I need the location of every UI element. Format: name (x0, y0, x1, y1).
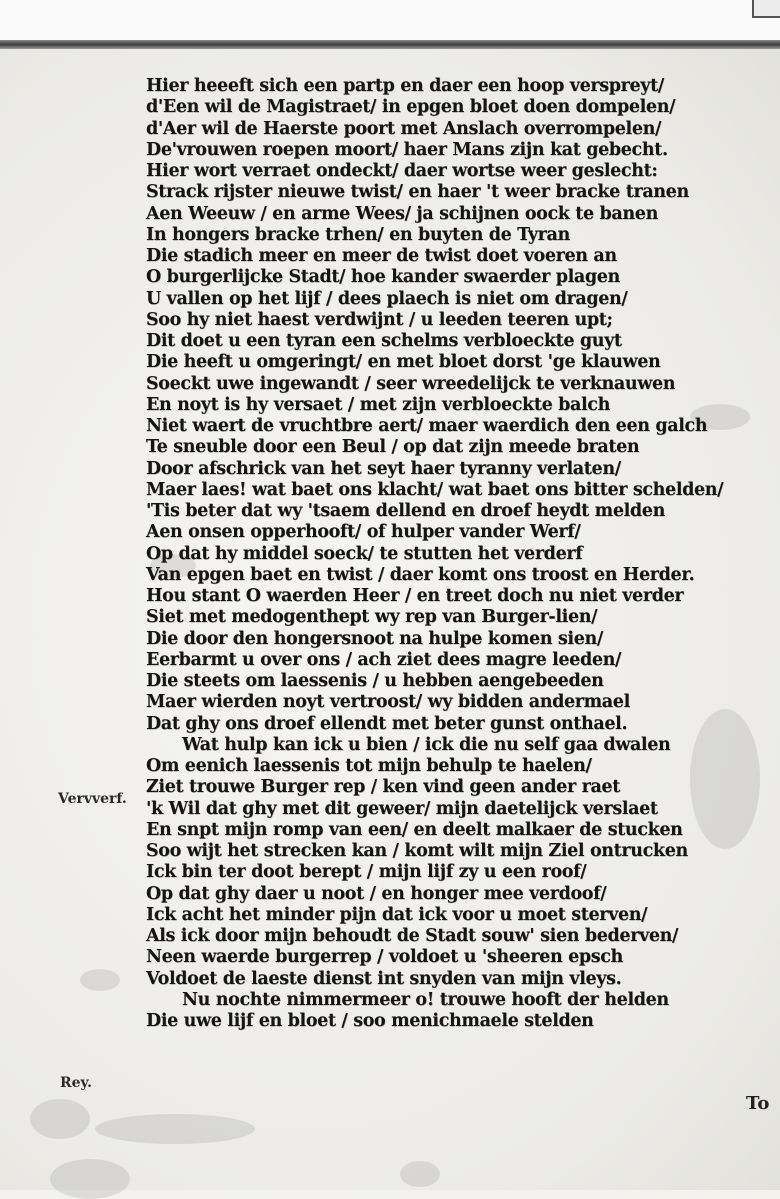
speaker-label-vervverf: Vervverf. (58, 791, 127, 807)
verse-text (146, 76, 756, 1032)
verse-line: Om eenich laessenis tot mijn behulp te haelen/ (146, 756, 592, 776)
verse-line: Ick bin ter doot berept / mijn lijf zy u een roof/ (146, 862, 587, 883)
verse-line: Neen waerde burgerrep / voldoet u 'sheeren epsch (146, 947, 623, 968)
verse-line: Aen onsen opperhooft/ of hulper vander Werf/ (146, 522, 581, 543)
verse-line: En snpt mijn romp van een/ en deelt malkaer de stucken (146, 819, 683, 840)
verse-line: Voldoet de laeste dienst int snyden van mijn vleys. (146, 968, 622, 989)
verse-line: De'vrouwen roepen moort/ haer Mans zijn kat gebecht. (146, 139, 668, 160)
catchword: To (746, 1093, 770, 1114)
scan-corner-box (752, 0, 780, 18)
verse-line: Soo hy niet haest verdwijnt / u leeden teeren upt; (146, 309, 613, 330)
verse-line: Hier wort verraet ondeckt/ daer wortse weer geslecht: (146, 161, 658, 181)
ink-smudge (400, 1161, 440, 1187)
verse-line: Strack rijster nieuwe twist/ en haer 't weer bracke tranen (146, 182, 689, 203)
verse-line: Van epgen baet en twist / daer komt ons troost en Herder. (146, 564, 695, 585)
verse-line: Dat ghy ons droef ellendt met beter gunst onthael. (146, 713, 628, 734)
verse-line: Hier heeeft sich een partp en daer een hoop verspreyt/ (146, 76, 664, 96)
verse-line: Dit doet u een tyran een schelms verbloeckte guyt (146, 331, 622, 351)
verse-line: 'k Wil dat ghy met dit geweer/ mijn daetelijck verslaet (146, 798, 658, 819)
ink-smudge (30, 1099, 90, 1139)
scan-top-margin (0, 0, 780, 40)
verse-line: Ziet trouwe Burger rep / ken vind geen ander raet (146, 777, 620, 798)
verse-line: Soo wijt het strecken kan / komt wilt mijn Ziel ontrucken (146, 841, 688, 861)
ink-smudge (95, 1114, 255, 1144)
verse-line: Maer laes! wat baet ons klacht/ wat baet ons bitter schelden/ (146, 479, 724, 500)
verse-line: 'Tis beter dat wy 'tsaem dellend en droef heydt melden (146, 501, 665, 521)
verse-line: Die stadich meer en meer de twist doet voeren an (146, 246, 617, 266)
verse-line: Die heeft u omgeringt/ en met bloet dorst 'ge klauwen (146, 352, 661, 373)
verse-line: U vallen op het lijf / dees plaech is niet om dragen/ (146, 288, 628, 309)
verse-line: En noyt is hy versaet / met zijn verbloeckte balch (146, 394, 610, 415)
verse-line: Maer wierden noyt vertroost/ wy bidden andermael (146, 692, 630, 713)
verse-line: O burgerlijcke Stadt/ hoe kander swaerder plagen (146, 267, 620, 288)
verse-line: Hou stant O waerden Heer / en treet doch nu niet verder (146, 586, 684, 606)
verse-line: Aen Weeuw / en arme Wees/ ja schijnen oock te banen (146, 203, 658, 224)
verse-line: Die door den hongersnoot na hulpe komen sien/ (146, 628, 603, 649)
verse-line: Eerbarmt u over ons / ach ziet dees magre leeden/ (146, 649, 622, 670)
scan-top-rule (0, 40, 780, 49)
verse-line: Die steets om laessenis / u hebben aengebeeden (146, 671, 604, 691)
verse-line: Door afschrick van het seyt haer tyranny verlaten/ (146, 458, 621, 479)
verse-line: Wat hulp kan ick u bien / ick die nu self gaa dwalen (182, 734, 671, 755)
verse-line: d'Een wil de Magistraet/ in epgen bloet doen dompelen/ (146, 97, 676, 118)
ink-smudge (50, 1159, 130, 1199)
verse-line: Die uwe lijf en bloet / soo menichmaele stelden (146, 1011, 594, 1031)
verse-line: Niet waert de vruchtbre aert/ maer waerdich den een galch (146, 416, 708, 436)
verse-line: Op dat ghy daer u noot / en honger mee verdoof/ (146, 883, 607, 904)
speaker-label-rey: Rey. (60, 1075, 92, 1091)
verse-line: Ick acht het minder pijn dat ick voor u moet sterven/ (146, 904, 648, 925)
verse-line: In hongers bracke trhen/ en buyten de Tyran (146, 224, 570, 245)
verse-line: Op dat hy middel soeck/ te stutten het verderf (146, 543, 583, 564)
verse-line: d'Aer wil de Haerste poort met Anslach overrompelen/ (146, 118, 662, 139)
ink-smudge (80, 969, 120, 991)
verse-line: Siet met medogenthept wy rep van Burger-lien/ (146, 607, 598, 628)
verse-line: Nu nochte nimmermeer o! trouwe hooft der helden (182, 989, 669, 1010)
verse-line: Te sneuble door een Beul / op dat zijn meede braten (146, 437, 640, 458)
verse-line: Soeckt uwe ingewandt / seer wreedelijck te verknauwen (146, 373, 676, 394)
verse-line: Als ick door mijn behoudt de Stadt souw' sien bederven/ (146, 926, 679, 946)
